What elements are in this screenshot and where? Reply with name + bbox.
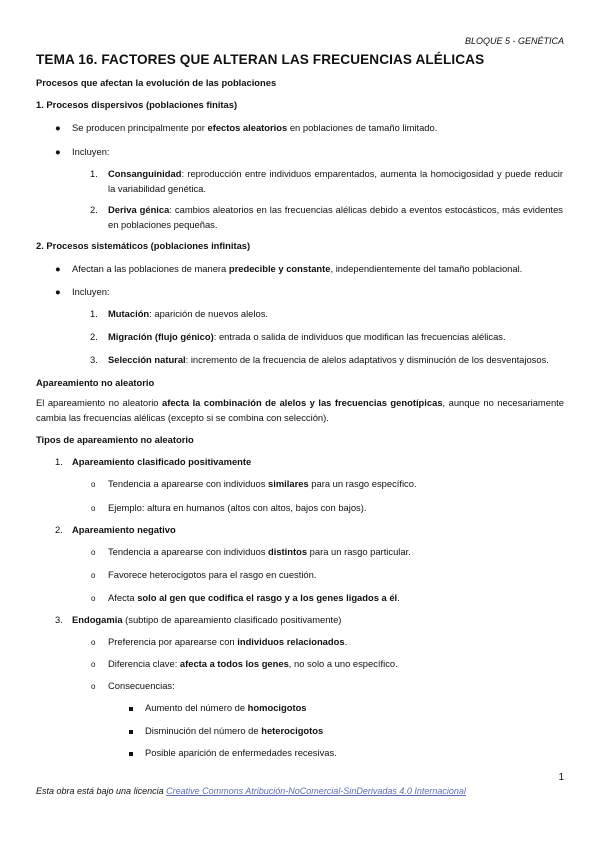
page-title: TEMA 16. FACTORES QUE ALTERAN LAS FRECUENCIAS ALÉLICAS [36,52,485,67]
list-item: Incluyen: [72,286,110,297]
bullet-disc-icon: ● [55,122,61,133]
bullet-disc-icon: ● [55,286,61,297]
list-item: Tendencia a aparearse con individuos similares para un rasgo específico. [108,478,417,489]
list-item: Disminución del número de heterocigotos [145,725,324,736]
list-item: Aumento del número de homocigotos [145,702,307,713]
page-number: 1 [558,772,564,783]
list-item-label: Endogamia (subtipo de apareamiento clasificado positivamente) [72,614,342,625]
license-link[interactable]: Creative Commons Atribución-NoComercial-SinDerivadas 4.0 Internacional [166,786,466,796]
list-item: Incluyen: [72,146,110,157]
bullet-hollow-icon: o [91,504,96,513]
bullet-disc-icon: ● [55,146,61,157]
section-heading-processes: Procesos que afectan la evolución de las poblaciones [36,77,277,88]
list-number: 2. [90,331,98,342]
list-item: Mutación: aparición de nuevos alelos. [108,308,268,319]
license-footer: Esta obra está bajo una licencia Creative Commons Atribución-NoComercial-SinDerivadas 4.0 Internacional [36,786,466,796]
list-item: Migración (flujo génico): entrada o salida de individuos que modifican las frecuencias alélicas. [108,331,506,342]
bullet-square-icon [129,730,133,734]
section-heading-systematic: 2. Procesos sistemáticos (poblaciones infinitas) [36,240,251,251]
list-item: Afectan a las poblaciones de manera predecible y constante, independientemente del tamaño poblacional. [72,263,523,274]
list-item: Afecta solo al gen que codifica el rasgo y a los genes ligados a él. [108,592,400,603]
list-number: 1. [90,308,98,319]
list-number: 3. [90,354,98,365]
section-heading-nonrandom: Apareamiento no aleatorio [36,377,155,388]
bullet-disc-icon: ● [55,263,61,274]
list-item: Preferencia por aparearse con individuos relacionados. [108,636,348,647]
paragraph: El apareamiento no aleatorio afecta la combinación de alelos y las frecuencias genotípicas, aunque no necesariamente cambia las frecuencias alélicas (excepto si se combina con selección). [36,397,564,423]
bullet-hollow-icon: o [91,594,96,603]
bullet-hollow-icon: o [91,571,96,580]
list-item-label: Apareamiento negativo [72,524,176,535]
list-item: Favorece heterocigotos para el rasgo en cuestión. [108,569,317,580]
bullet-hollow-icon: o [91,480,96,489]
section-heading-dispersive: 1. Procesos dispersivos (poblaciones finitas) [36,99,238,110]
list-item-label: Apareamiento clasificado positivamente [72,456,252,467]
list-item: Consecuencias: [108,680,175,691]
list-item: Tendencia a aparearse con individuos distintos para un rasgo particular. [108,546,411,557]
list-number: 1. [90,168,98,179]
list-item: Consanguinidad: reproducción entre individuos emparentados, aumenta la homocigosidad y puede reducir la variabilidad genética. [108,168,563,194]
list-number: 2. [55,524,63,535]
list-item: Diferencia clave: afecta a todos los genes, no solo a uno específico. [108,658,398,669]
bullet-hollow-icon: o [91,548,96,557]
list-number: 3. [55,614,63,625]
list-item: Posible aparición de enfermedades recesivas. [145,747,337,758]
list-item: Deriva génica: cambios aleatorios en las frecuencias alélicas debido a eventos estocásticos, más evidentes en poblaciones pequeñas. [108,204,563,230]
list-item: Se producen principalmente por efectos aleatorios en poblaciones de tamaño limitado. [72,122,438,133]
bullet-square-icon [129,707,133,711]
section-heading-types: Tipos de apareamiento no aleatorio [36,434,194,445]
bullet-hollow-icon: o [91,660,96,669]
bullet-hollow-icon: o [91,682,96,691]
list-number: 2. [90,204,98,215]
header-section-label: BLOQUE 5 - GENÉTICA [464,36,564,46]
list-item: Selección natural: incremento de la frecuencia de alelos adaptativos y disminución de los desventajosos. [108,354,549,365]
list-item: Ejemplo: altura en humanos (altos con altos, bajos con bajos). [108,502,367,513]
bullet-hollow-icon: o [91,638,96,647]
bullet-square-icon [129,752,133,756]
list-number: 1. [55,456,63,467]
